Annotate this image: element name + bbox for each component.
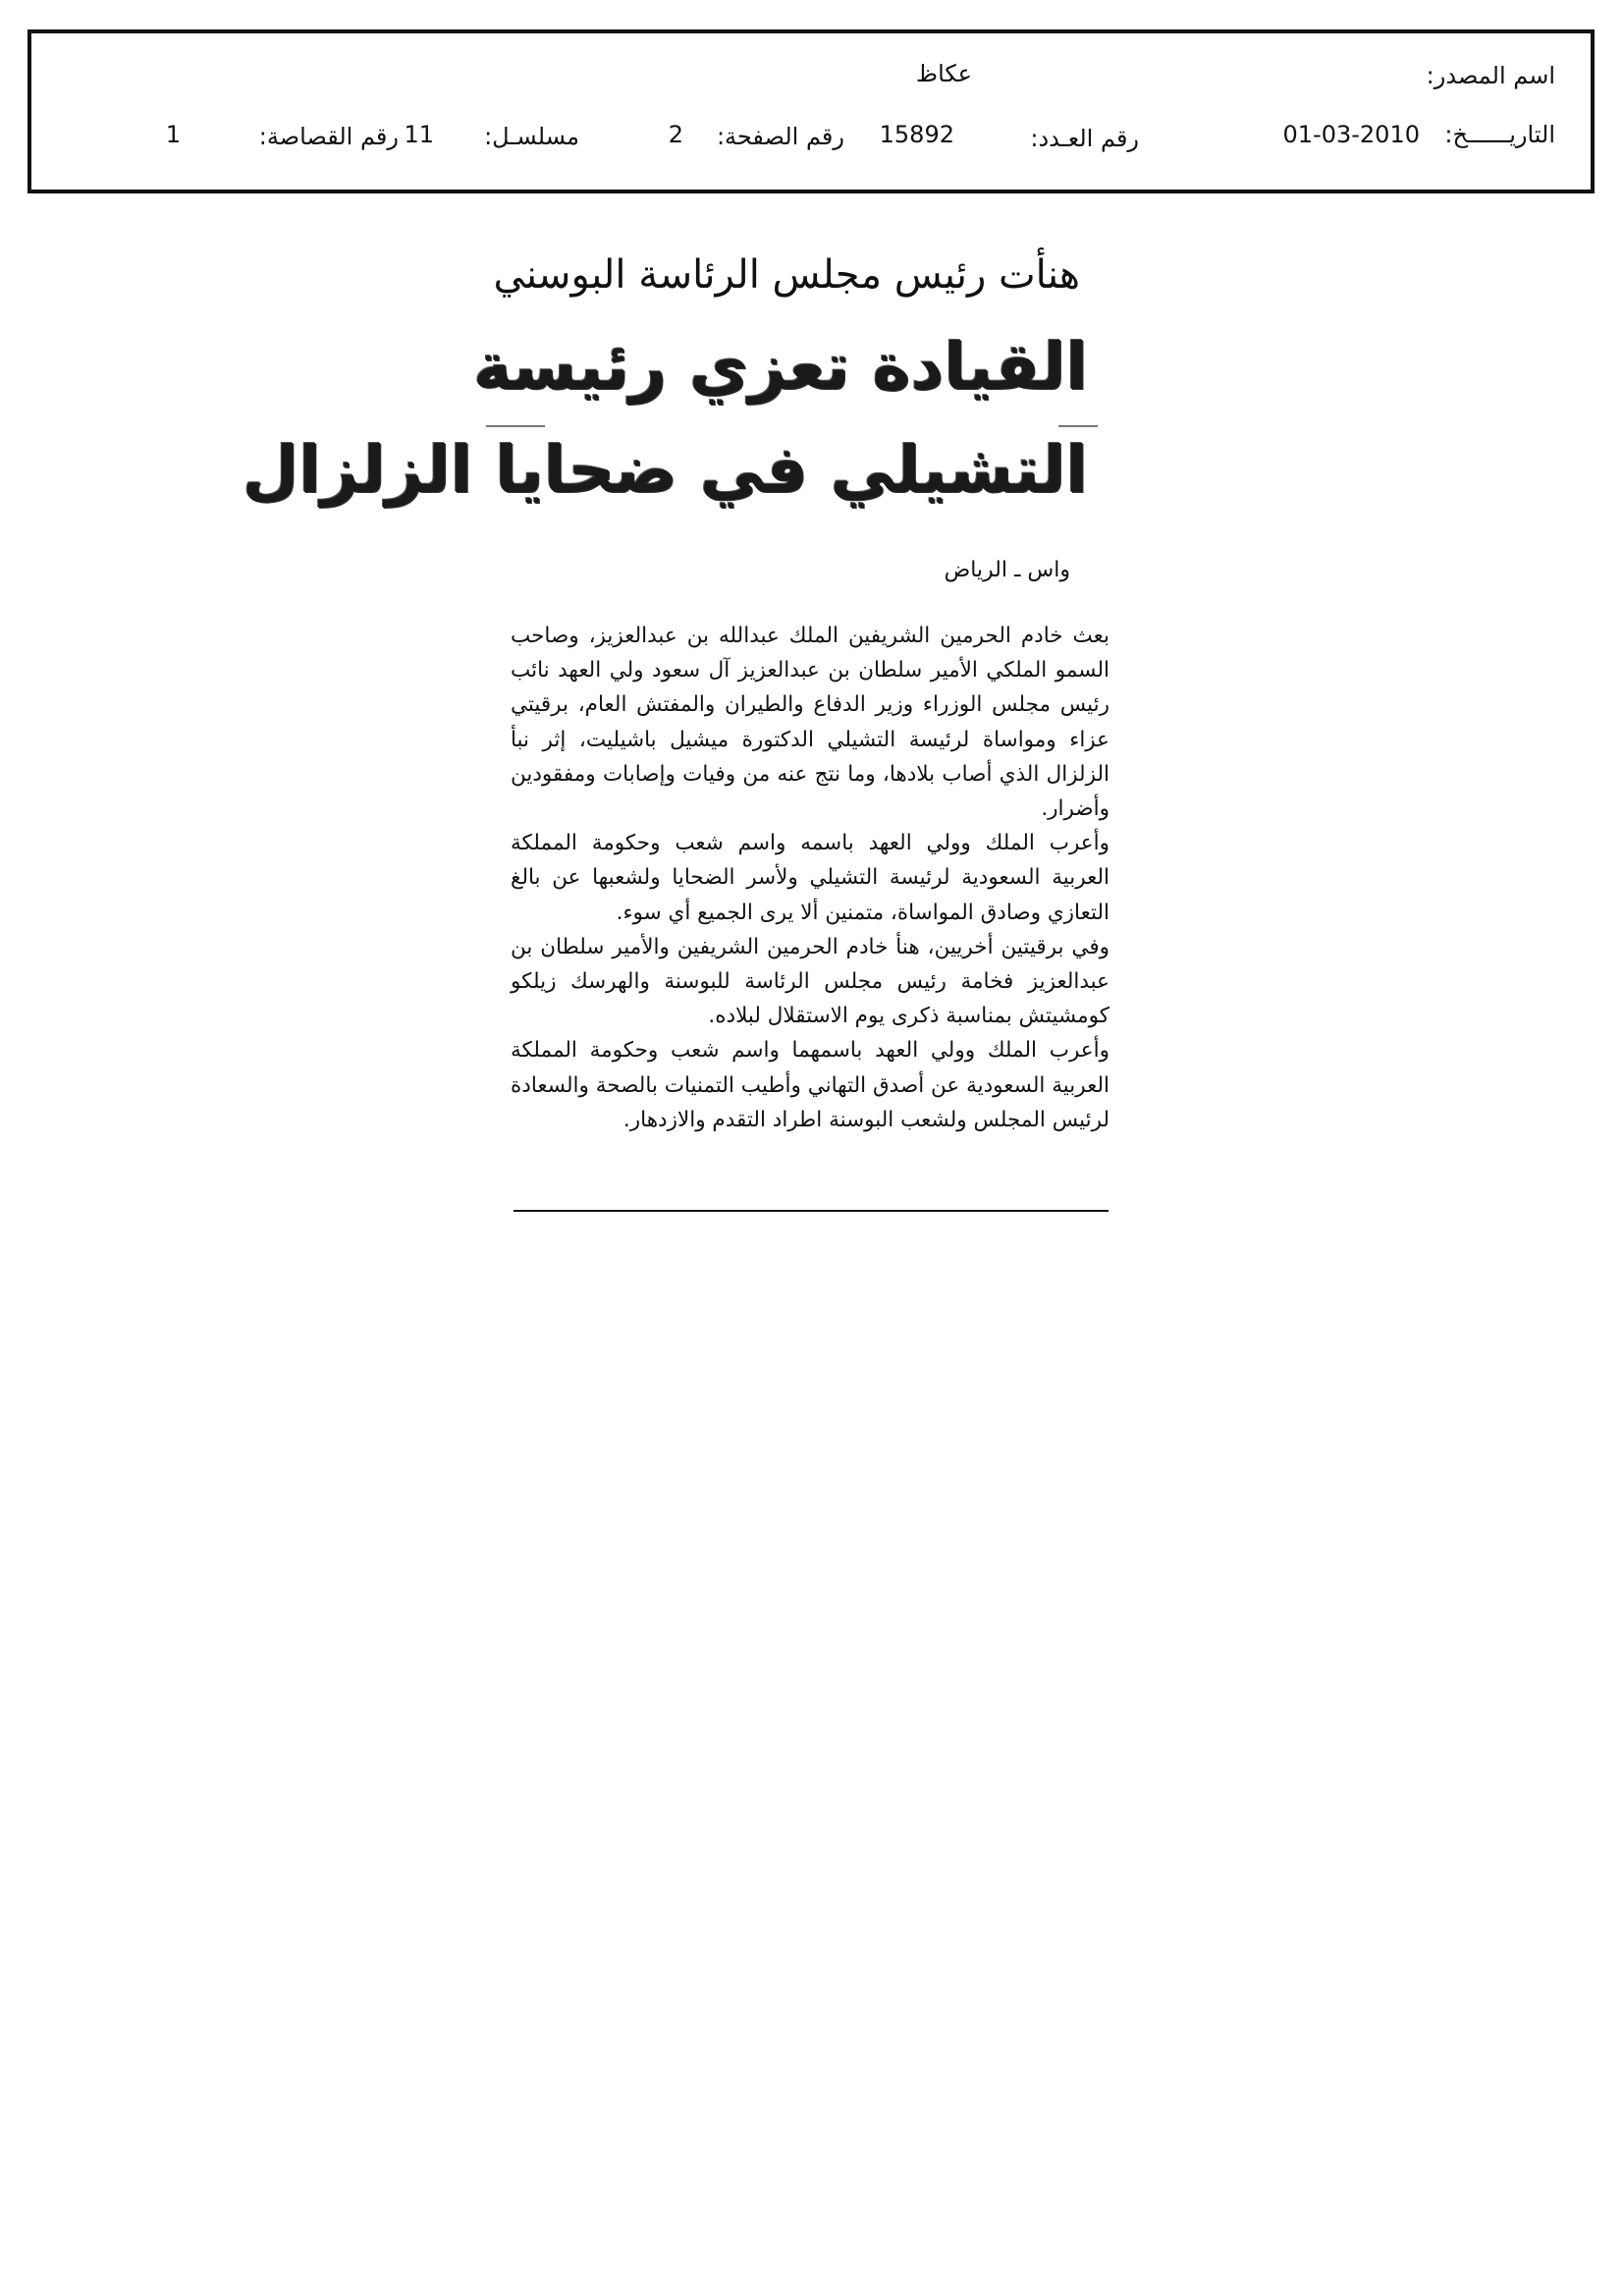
clipping-header (27, 29, 1595, 193)
clipping-value: 1 (165, 121, 181, 148)
article-end-rule (514, 1210, 1109, 1212)
decorative-dash (486, 425, 545, 427)
article-headline-line-1: القيادة تعزي رئيسة (473, 329, 1088, 405)
serial-value: 11 (404, 121, 434, 148)
article-kicker: هنأت رئيس مجلس الرئاسة البوسني (493, 252, 1080, 298)
date-value: 01-03-2010 (1282, 121, 1420, 148)
source-label: اسم المصدر: (1426, 62, 1555, 89)
article-paragraph: وأعرب الملك وولي العهد باسمهما واسم شعب وحكومة المملكة العربية السعودية عن أصدق التهاني وأطيب التمنيات بالصحة والسعادة لرئيس المجلس ولشعب البوسنة اطراد التقدم والازدهار. (511, 1038, 1109, 1132)
page-value: 2 (668, 121, 683, 148)
decorative-dash (1058, 425, 1098, 427)
page-label: رقم الصفحة: (716, 123, 844, 150)
issue-label: رقم العـدد: (1030, 125, 1139, 152)
article-body (511, 619, 1109, 1137)
issue-value: 15892 (879, 121, 954, 148)
article-paragraph: بعث خادم الحرمين الشريفين الملك عبدالله بن عبدالعزيز، وصاحب السمو الملكي الأمير سلطان بن عبدالعزيز آل سعود ولي العهد نائب رئيس مجلس الوزراء وزير الدفاع والطيران والمفتش العام، برقيتي عزاء ومواساة لرئيسة التشيلي الدكتورة ميشيل باشيليت، إثر نبأ الزلزال الذي أصاب بلادها، وما نتج عنه من وفيات وإصابات ومفقودين وأضرار. (511, 624, 1109, 822)
source-value: عكاظ (915, 60, 972, 87)
article-paragraph: وأعرب الملك وولي العهد باسمه واسم شعب وحكومة المملكة العربية السعودية لرئيسة التشيلي ولأسر الضحايا ولشعبها عن بالغ التعازي وصادق المواساة، متمنين ألا يرى الجميع أي سوء. (511, 831, 1109, 925)
article-headline-line-2: التشيلي في ضحايا الزلزال (243, 432, 1088, 508)
clipping-label: رقم القصاصة: (258, 123, 399, 150)
date-label: التاريــــــخ: (1444, 121, 1555, 148)
serial-label: مسلسـل: (484, 123, 579, 150)
article-paragraph: وفي برقيتين أخريين، هنأ خادم الحرمين الشريفين والأمير سلطان بن عبدالعزيز فخامة رئيس مجلس الرئاسة للبوسنة والهرسك زيلكو كومشيتش بمناسبة ذكرى يوم الاستقلال لبلاده. (511, 934, 1109, 1029)
article-byline: واس ـ الرياض (944, 558, 1070, 582)
